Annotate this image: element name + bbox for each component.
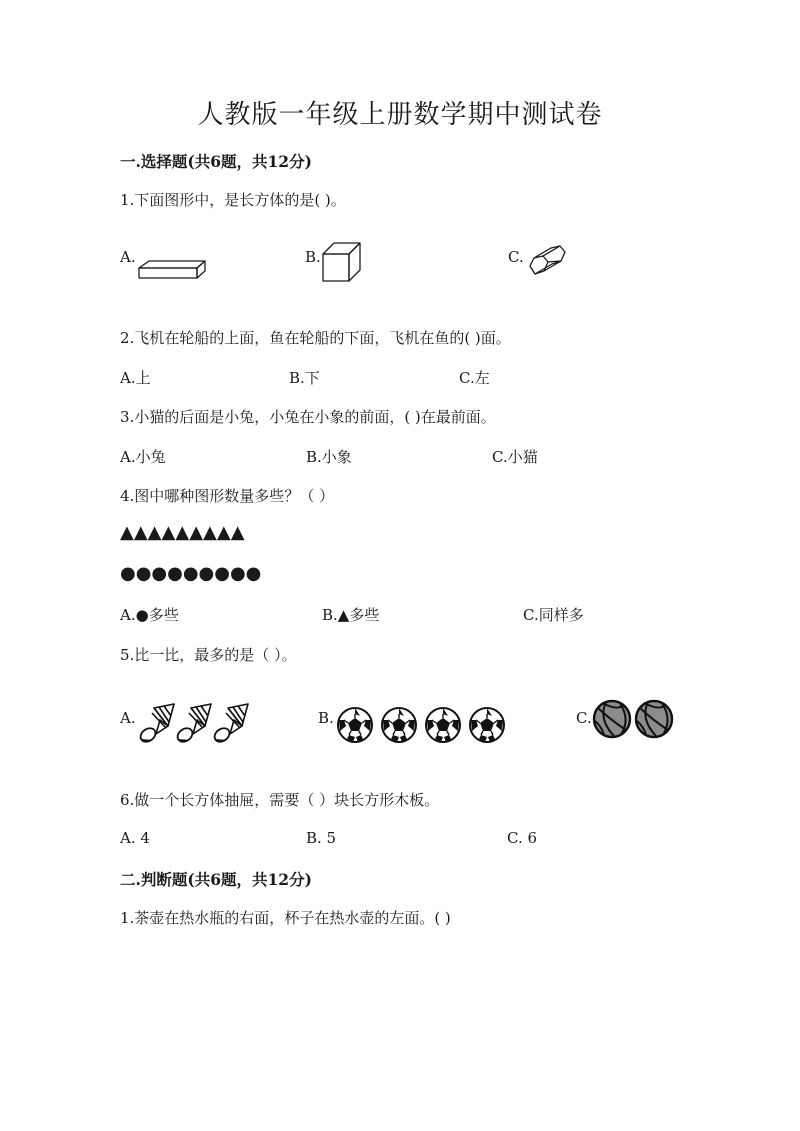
shuttlecock-icon <box>175 700 215 744</box>
q2-option-b: B.下 <box>289 369 320 387</box>
circle-row: ●●●●●●●●● <box>120 563 262 584</box>
shuttlecock-group <box>138 700 258 746</box>
question-6: 6.做一个长方体抽屉，需要（ ）块长方形木板。 <box>120 791 440 809</box>
q3-option-a: A.小兔 <box>120 448 166 466</box>
q2-option-c: C.左 <box>459 369 490 387</box>
soccer-ball-group <box>336 706 516 746</box>
q3-option-c: C.小猫 <box>492 448 538 466</box>
shuttlecock-icon <box>212 700 252 744</box>
question-2: 2.飞机在轮船的上面，鱼在轮船的下面，飞机在鱼的( )面。 <box>120 329 511 347</box>
cube-icon <box>320 240 364 284</box>
q5-option-a-label: A. <box>120 709 136 727</box>
basketball-group <box>592 699 682 741</box>
question-5: 5.比一比，最多的是（ ）。 <box>120 646 297 664</box>
basketball-icon <box>634 699 674 739</box>
q4-option-c <box>523 604 584 625</box>
cuboid-icon <box>137 256 207 284</box>
q6-option-b: B. 5 <box>306 829 337 847</box>
soccer-ball-icon <box>424 706 462 744</box>
q4-option-c-label: C. <box>523 606 539 624</box>
q5-option-c-label: C. <box>576 709 592 727</box>
question-3: 3.小猫的后面是小兔，小兔在小象的前面，( )在最前面。 <box>120 408 496 426</box>
q2-option-a: A.上 <box>120 369 151 387</box>
hexagonal-prism-icon <box>526 244 574 282</box>
judgement-1: 1.茶壶在热水瓶的右面，杯子在热水壶的左面。( ) <box>120 909 451 927</box>
page-title: 人教版一年级上册数学期中测试卷 <box>197 100 603 130</box>
q4-option-b-label: B. <box>322 606 338 624</box>
question-1: 1.下面图形中，是长方体的是( )。 <box>120 191 346 209</box>
circle-symbol: ● <box>135 606 149 624</box>
basketball-icon <box>592 699 632 739</box>
q4-option-a <box>120 604 179 625</box>
section-heading-judgement: 二.判断题(共6题，共12分) <box>120 870 312 889</box>
q4-option-a-text: 多些 <box>148 606 179 624</box>
q4-option-b <box>322 604 379 625</box>
soccer-ball-icon <box>336 706 374 744</box>
soccer-ball-icon <box>380 706 418 744</box>
q6-option-a: A. 4 <box>120 829 150 847</box>
section-heading-choice: 一.选择题(共6题，共12分) <box>120 152 312 171</box>
triangle-symbol: ▲ <box>337 606 350 624</box>
q1-option-a-label: A. <box>120 248 136 266</box>
q4-option-a-label: A. <box>120 606 136 624</box>
q4-option-c-text: 同样多 <box>538 606 584 624</box>
q1-option-b-label: B. <box>305 248 321 266</box>
q5-option-b-label: B. <box>318 709 334 727</box>
q3-option-b: B.小象 <box>306 448 352 466</box>
soccer-ball-icon <box>468 706 506 744</box>
question-4: 4.图中哪种图形数量多些？（ ） <box>120 487 335 505</box>
triangle-row: ▲▲▲▲▲▲▲▲▲ <box>120 522 245 543</box>
q6-option-c: C. 6 <box>507 829 538 847</box>
shuttlecock-icon <box>138 700 178 744</box>
q4-option-b-text: 多些 <box>349 606 380 624</box>
q1-option-c-label: C. <box>508 248 524 266</box>
